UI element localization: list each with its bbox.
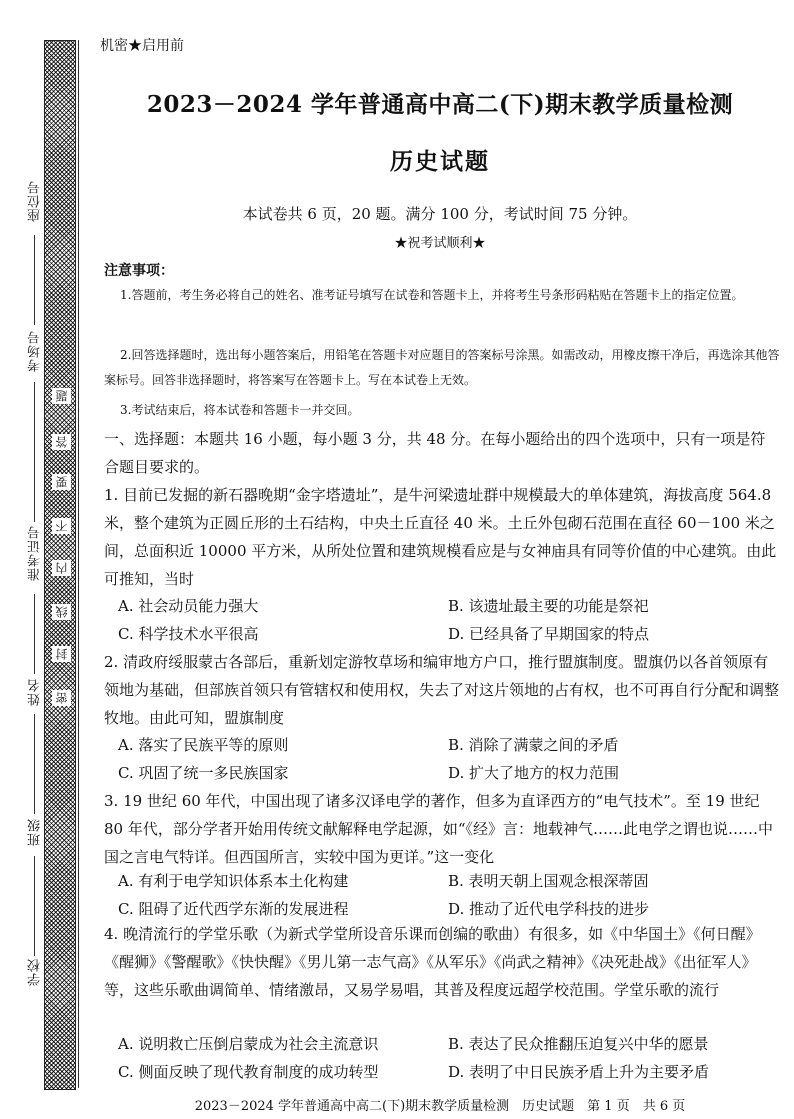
seal-word: 答	[52, 434, 71, 450]
seal-word: 线	[52, 604, 71, 620]
question-options	[118, 592, 778, 648]
exam-room-label: 考场号	[28, 330, 43, 372]
page-footer: 2023－2024 学年普通高中高二(下)期末教学质量检测 历史试题 第 1 页 共 6 页	[194, 1099, 686, 1114]
seal-word: 不	[52, 518, 71, 534]
option-a: A. 说明救亡压倒启蒙成为社会主流意识	[118, 1035, 379, 1053]
class-line	[34, 856, 35, 956]
seal-word: 题	[52, 388, 71, 404]
question-stem: 2. 清政府绥服蒙古各部后，重新划定游牧草场和编审地方户口，推行盟旗制度。盟旗仍以各首领原有领地为基础，但部族首领只有管辖权和使用权，失去了对这片领地的占有权，也不可再自行分配和调整牧地。由此可知，盟旗制度	[104, 653, 780, 727]
question-stem: 4. 晚清流行的学堂乐歌（为新式学堂所设音乐课而创编的歌曲）有很多，如《中华国土》《何日醒》《醒狮》《警醒歌》《快快醒》《男儿第一志气高》《从军乐》《尚武之精神》《决死赴战》《出征军人》等，这些乐歌曲调简单、情绪激昂，又易学易唱，其普及程度远超学校范围。学堂乐歌的流行	[104, 925, 761, 999]
note-item: 3.考试结束后，将本试卷和答题卡一并交回。	[120, 403, 360, 417]
exam-info: 本试卷共 6 页，20 题。满分 100 分，考试时间 75 分钟。	[242, 205, 638, 223]
class-label: 班级	[28, 818, 43, 846]
option-d: D. 已经具备了早期国家的特点	[448, 625, 650, 643]
good-luck-line: ★祝考试顺利★	[394, 236, 486, 251]
option-d: D. 推动了近代电学科技的进步	[448, 900, 650, 918]
note-item: 1.答题前，考生务必将自己的姓名、准考证号填写在试卷和答题卡上，并将考生号条形码粘贴在答题卡上的指定位置。	[120, 288, 744, 302]
seat-number-line	[34, 235, 35, 325]
page-title: 2023－2024 学年普通高中高二(下)期末教学质量检测	[146, 91, 734, 118]
question-stem: 3. 19 世纪 60 年代，中国出现了诸多汉译电学的著作，但多为直译西方的“电气技术”。至 19 世纪 80 年代，部分学者开始用传统文献解释电学起源，如“《经》言：地载神气……此电学之谓也说……中国之言电气特详。但西国所言，实较中国为更详。”这一变化	[104, 792, 774, 866]
name-label: 姓名	[28, 678, 43, 706]
note-item: 2.回答选择题时，选出每小题答案后，用铅笔在答题卡对应题目的答案标号涂黑。如需改动，用橡皮擦干净后，再选涂其他答案标号。回答非选择题时，将答案写在答题卡上。写在本试卷上无效。	[104, 348, 780, 387]
question-stem: 1. 目前已发掘的新石器晚期“金字塔遗址”，是牛河梁遗址群中规模最大的单体建筑，海拔高度 564.8 米，整个建筑为正圆丘形的土石结构，中央土丘直径 40 米。土丘外包砌石范围在直径 60－100 米之间，总面积近 10000 平方米，从所处位置和建筑规模看应是与女神庙具有同等价值的中心建筑。由此可推知，当时	[104, 486, 777, 588]
exam-room-line	[34, 382, 35, 522]
binding-divider-line	[78, 40, 79, 1088]
option-b: B. 该遗址最主要的功能是祭祀	[448, 597, 649, 615]
option-c: C. 科学技术水平很高	[118, 625, 259, 643]
option-a: A. 社会动员能力强大	[118, 597, 259, 615]
option-d: D. 扩大了地方的权力范围	[448, 764, 620, 782]
seal-word: 密	[52, 690, 71, 706]
question-options	[118, 1030, 778, 1086]
name-line	[34, 714, 35, 814]
section-instructions: 一、选择题：本题共 16 小题，每小题 3 分，共 48 分。在每小题给出的四个选项中，只有一项是符合题目要求的。	[104, 430, 766, 476]
option-c: C. 侧面反映了现代教育制度的成功转型	[118, 1063, 379, 1081]
page-subtitle: 历史试题	[390, 148, 490, 175]
ticket-number-label: 准考证号	[28, 525, 43, 581]
option-c: C. 巩固了统一多民族国家	[118, 764, 289, 782]
option-a: A. 有利于电学知识体系本土化构建	[118, 872, 349, 890]
seal-word: 封	[52, 646, 71, 662]
ticket-number-line	[34, 594, 35, 674]
seal-word: 要	[52, 474, 71, 490]
option-d: D. 表明了中日民族矛盾上升为主要矛盾	[448, 1063, 710, 1081]
option-a: A. 落实了民族平等的原则	[118, 736, 289, 754]
seat-number-label: 座位号	[28, 180, 43, 222]
option-b: B. 表达了民众推翻压迫复兴中华的愿景	[448, 1035, 709, 1053]
option-b: B. 表明天朝上国观念根深蒂固	[448, 872, 649, 890]
option-b: B. 消除了满蒙之间的矛盾	[448, 736, 619, 754]
secret-label: 机密★启用前	[100, 38, 184, 54]
notes-heading: 注意事项：	[104, 263, 174, 279]
question-options	[118, 731, 778, 787]
option-c: C. 阻碍了近代西学东渐的发展进程	[118, 900, 349, 918]
seal-word: 内	[52, 560, 71, 576]
school-label: 学校	[28, 958, 43, 986]
question-options	[118, 867, 778, 923]
